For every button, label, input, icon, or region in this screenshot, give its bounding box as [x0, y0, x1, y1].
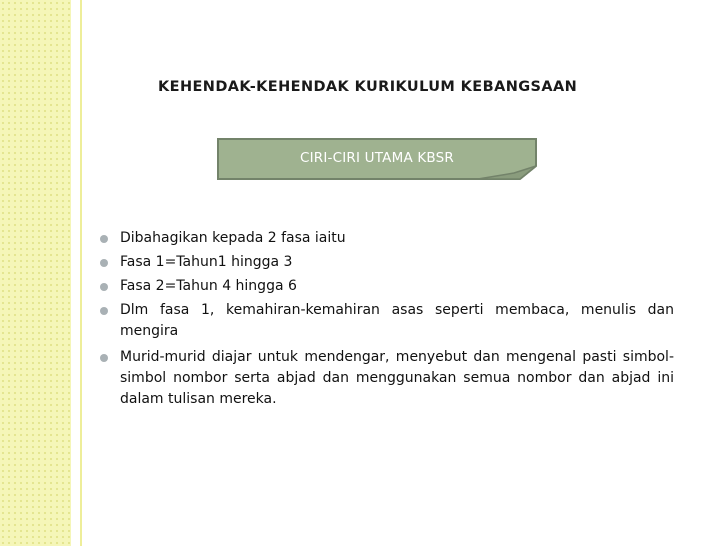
slide-title: KEHENDAK-KEHENDAK KURIKULUM KEBANGSAAN — [158, 79, 578, 95]
bullet-icon — [100, 283, 108, 291]
bullet-icon — [100, 307, 108, 315]
list-item — [100, 252, 674, 273]
list-item — [100, 228, 674, 249]
list-item-text: Fasa 2=Tahun 4 hingga 6 — [120, 278, 297, 294]
bullet-icon — [100, 235, 108, 243]
bullet-icon — [100, 259, 108, 267]
list-item — [100, 347, 674, 410]
callout-label: CIRI-CIRI UTAMA KBSR — [299, 150, 455, 166]
list-item — [100, 276, 674, 297]
decorative-side-line — [80, 0, 82, 546]
list-item-text: Fasa 1=Tahun1 hingga 3 — [120, 254, 293, 270]
list-item-text: Murid-murid diajar untuk mendengar, menyebut dan mengenal pasti simbol-simbol nombor serta abjad dan menggunakan semua nombor dan abjad ini dalam tulisan mereka. — [120, 349, 674, 407]
decorative-side-strip — [0, 0, 71, 546]
bullet-icon — [100, 354, 108, 362]
list-item-text: Dibahagikan kepada 2 fasa iaitu — [120, 230, 346, 246]
list-item-text: Dlm fasa 1, kemahiran-kemahiran asas seperti membaca, menulis dan mengira — [120, 302, 674, 339]
bullet-list — [100, 228, 674, 413]
callout-box — [218, 139, 536, 182]
list-item — [100, 300, 674, 342]
